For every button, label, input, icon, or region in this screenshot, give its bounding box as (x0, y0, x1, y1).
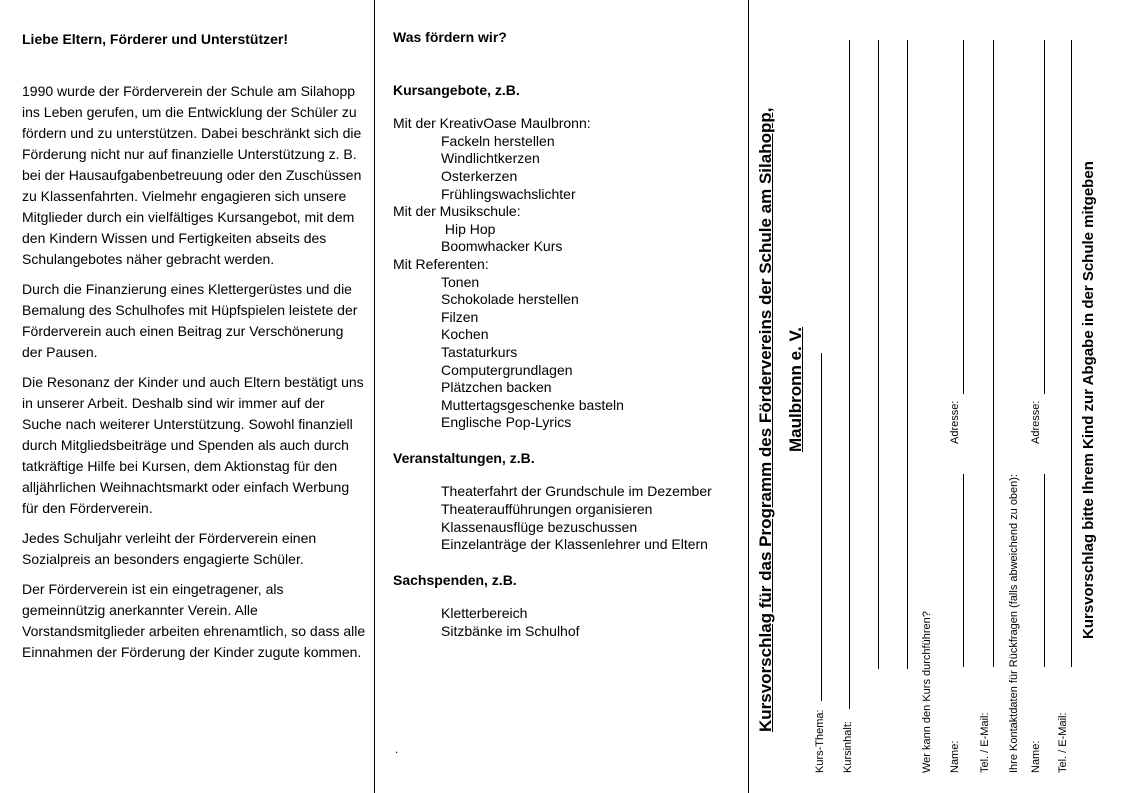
list-item: Klassenausflüge bezuschussen (441, 518, 638, 535)
list-item: Schokolade herstellen (441, 291, 579, 308)
course-suggestion-form (755, 29, 1100, 789)
list-item: Muttertagsgeschenke basteln (441, 396, 624, 413)
list-item: Einzelanträge der Klassenlehrer und Eltern (441, 536, 708, 553)
donations-heading: Sachspenden, z.B. (393, 571, 517, 588)
left-column (22, 29, 367, 672)
address-field[interactable] (963, 40, 964, 394)
name-label: Name: (949, 740, 961, 773)
greeting-heading: Liebe Eltern, Förderer und Unterstützer! (22, 31, 289, 47)
list-item: Hip Hop (441, 220, 496, 237)
referents-label: Mit Referenten: (393, 255, 489, 272)
list-item: Filzen (441, 308, 479, 325)
course-content-field-line3[interactable] (907, 40, 908, 669)
course-content-field[interactable] (849, 40, 850, 709)
contact-label: Ihre Kontaktdaten für Rückfragen (falls abweichend zu oben): (1008, 473, 1020, 773)
address-field-2[interactable] (1044, 40, 1045, 394)
list-item: Plätzchen backen (441, 379, 552, 396)
paragraph-registered-club: Der Förderverein ist ein eingetragener, als gemeinnützig anerkannter Verein. Alle Vorstandsmitglieder arbeiten ehrenamtlich, so dass alle Einnahmen der Förderung der Kinder zugute kommen. (22, 581, 366, 660)
name-label-2: Name: (1030, 740, 1042, 773)
column-divider-2 (748, 0, 749, 793)
list-item: Computergrundlagen (441, 361, 573, 378)
paragraph-history: 1990 wurde der Förderverein der Schule am Silahopp ins Leben gerufen, um die Entwicklung der Schüler zu fördern und zu unterstützen. Dabei beschränkt sich die Förderung nicht nur auf finanzielle Unterstützung z. B. bei der Hausaufgabenbetreuung oder den Zuschüssen zu Klassenfahrten. Vielmehr engagieren sich unsere Mitglieder durch ein vielfältiges Kursangebot, mit dem den Kindern Wissen und Fertigkeiten abseits des Schulangebotes näher gebracht werden. (22, 83, 362, 267)
name-field-2[interactable] (1044, 474, 1045, 667)
list-item: Theaterfahrt der Grundschule im Dezember (441, 483, 712, 500)
list-item: Englische Pop-Lyrics (441, 414, 572, 431)
course-content-label: Kursinhalt: (842, 721, 854, 773)
list-item: Fackeln herstellen (441, 132, 555, 149)
form-title-line2: Maulbronn e. V. (786, 326, 805, 452)
list-item: Tonen (441, 273, 480, 290)
kreativ-label: Mit der KreativOase Maulbronn: (393, 115, 591, 132)
form-footer-note: Kursvorschlag bitte Ihrem Kind zur Abgabe in der Schule mitgeben (1080, 161, 1097, 639)
address-label-2: Adresse: (1030, 400, 1042, 444)
paragraph-resonance: Die Resonanz der Kinder und auch Eltern bestätigt uns in unserer Arbeit. Deshalb sind wir immer auf der Suche nach weiterer Unterstützung. Sowohl finanziell durch Mitgliedsbeiträge und Spenden als auch durch tatkräftige Hilfe bei Kursen, dem Aktionstag für den alljährlichen Weihnachtsmarkt oder einfach Werbung für den Förderverein. (22, 374, 364, 516)
course-topic-field[interactable] (821, 353, 822, 701)
list-item: Theateraufführungen organisieren (441, 501, 653, 518)
music-label: Mit der Musikschule: (393, 203, 521, 220)
phone-email-label-2: Tel. / E-Mail: (1057, 712, 1069, 773)
course-topic-label: Kurs-Thema: (814, 709, 826, 773)
list-item: Kochen (441, 326, 489, 343)
phone-email-field-2[interactable] (1071, 40, 1072, 667)
stray-dot: . (395, 742, 399, 756)
courses-heading: Kursangebote, z.B. (393, 81, 520, 98)
list-item: Osterkerzen (441, 167, 518, 184)
course-content-field-line2[interactable] (878, 40, 879, 669)
phone-email-field[interactable] (993, 40, 994, 667)
form-title: Kursvorschlag für das Programm des Fördervereins der Schule am Silahopp, (756, 107, 775, 732)
middle-title: Was fördern wir? (393, 29, 507, 45)
list-item: Windlichtkerzen (441, 150, 540, 167)
list-item: Kletterbereich (441, 605, 528, 622)
paragraph-climbing: Durch die Finanzierung eines Klettergerüstes und die Bemalung des Schulhofes mit Hüpfspielen leistete der Förderverein auch einen Beitrag zur Verschönerung der Pausen. (22, 281, 358, 360)
list-item: Tastaturkurs (441, 343, 518, 360)
phone-email-label: Tel. / E-Mail: (979, 712, 991, 773)
address-label: Adresse: (949, 400, 961, 444)
list-item: Boomwhacker Kurs (441, 238, 563, 255)
list-item: Frühlingswachslichter (441, 185, 576, 202)
list-item: Sitzbänke im Schulhof (441, 623, 580, 640)
who-label: Wer kann den Kurs durchführen? (921, 611, 933, 773)
name-field[interactable] (963, 474, 964, 667)
middle-column (393, 29, 743, 641)
column-divider-1 (374, 0, 375, 793)
paragraph-social-prize: Jedes Schuljahr verleiht der Förderverein einen Sozialpreis an besonders engagierte Schüler. (22, 530, 317, 567)
events-heading: Veranstaltungen, z.B. (393, 449, 535, 466)
